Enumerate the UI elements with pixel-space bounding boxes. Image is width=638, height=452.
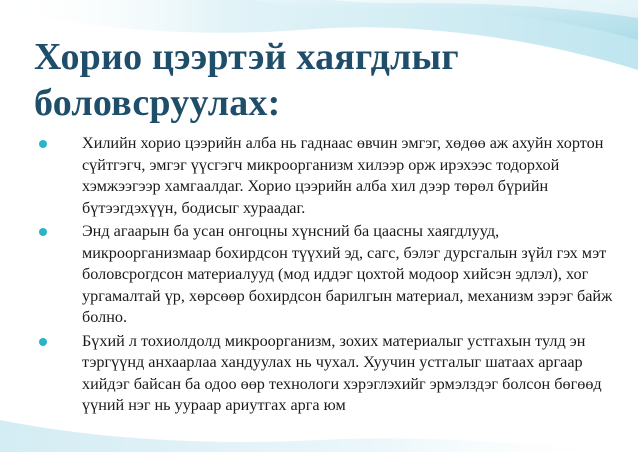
bullet-dot-icon [39, 338, 47, 346]
bullet-item [38, 331, 623, 417]
bullet-text: Бүхий л тохиолдолд микроорганизм, зохих материалыг устгахын тулд эн тэргүүнд анхаарлаа хандуулах нь чухал. Хуучин устгалыг шатаах аргаар хийдэг байсан ба одоо өөр технологи хэрэглэхийг эрмэлздэг болсон бөгөөд үүний нэг нь уураар ариутгах арга юм [82, 331, 602, 414]
bullet-text: Хилийн хорио цээрийн алба нь гаднаас өвчин эмгэг, хөдөө аж ахуйн хортон сүйтгэгч, эмгэг үүсгэгч микроорганизм хилээр орж ирэхээс тодорхой хэмжээгээр хамгаалдаг. Хорио цээрийн алба хил дээр төрөл бүрийн бүтээгдэхүүн, бодисыг хураадаг. [82, 134, 604, 217]
slide-title: Хорио цээртэй хаягдлыг боловсруулах: [34, 36, 459, 124]
bullet-text: Энд агаарын ба усан онгоцны хүнсний ба цаасны хаягдлууд, микроорганизмаар бохирдсон түүхий эд, сагс, бэлэг дурсгалын зүйл гэх мэт боловсрогдсон материалууд (мод иддэг цохтой модоор хийсэн эдлэл), хог ургамалтай үр, хөрсөөр бохирдсон барилгын материал, механизм зэрэг байж болно. [82, 222, 613, 326]
bullet-dot-icon [39, 140, 47, 148]
bullet-item [38, 221, 623, 329]
bullet-item [38, 133, 623, 219]
bullet-list [38, 133, 623, 419]
bullet-dot-icon [39, 228, 47, 236]
bottom-wave-light [0, 420, 638, 452]
